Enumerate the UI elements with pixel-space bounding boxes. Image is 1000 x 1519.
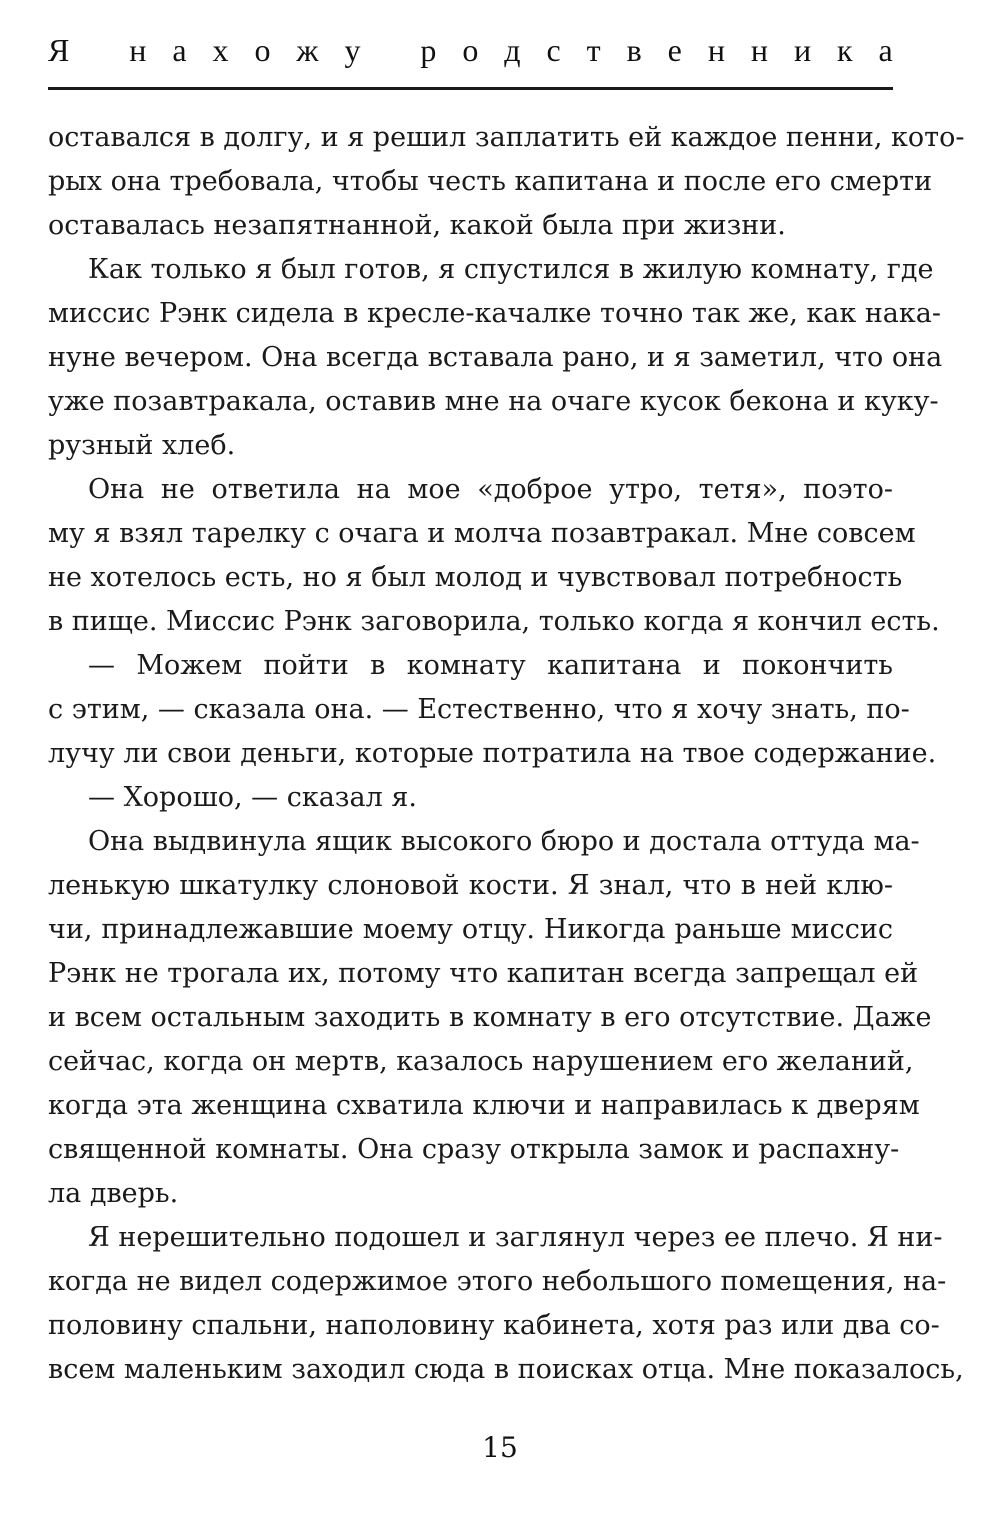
text-line: му я взял тарелку с очага и молча позавтракал. Мне совсем: [48, 518, 916, 549]
running-head-letter: д: [504, 32, 521, 68]
text-line: с этим, — сказала она. — Естественно, что я хочу знать, по-: [48, 694, 910, 725]
text-line: Я нерешительно подошел и заглянул через ее плечо. Я ни-: [88, 1222, 943, 1253]
running-head-letter: н: [707, 32, 725, 68]
running-head-letter: [95, 30, 103, 70]
text-line: всем маленьким заходил сюда в поисках отца. Мне показалось,: [48, 1354, 964, 1385]
running-head-letter: [386, 30, 394, 70]
text-line: когда не видел содержимое этого небольшого помещения, на-: [48, 1266, 947, 1297]
running-head-letter: у: [344, 32, 361, 68]
text-line: и всем остальным заходить в комнату в его отсутствие. Даже: [48, 1002, 932, 1033]
text-line: оставалась незапятнанной, какой была при жизни.: [48, 210, 786, 241]
text-line: — Можем пойти в комнату капитана и покончить: [88, 650, 893, 681]
text-line: Она выдвинула ящик высокого бюро и достала оттуда ма-: [88, 826, 920, 857]
running-head-letter: ж: [296, 32, 319, 68]
text-line: ленькую шкатулку слоновой кости. Я знал, что в ней клю-: [48, 870, 893, 901]
running-head-letter: Я: [48, 32, 70, 68]
text-line: лучу ли свои деньги, которые потратила на твое содержание.: [48, 738, 937, 769]
running-head-letter: и: [793, 32, 812, 68]
running-head-letter: н: [129, 32, 147, 68]
text-line: рузный хлеб.: [48, 430, 236, 461]
text-line: священной комнаты. Она сразу открыла замок и распахну-: [48, 1134, 900, 1165]
page-number: 15: [482, 1431, 518, 1464]
text-line: половину спальни, наполовину кабинета, хотя раз или два со-: [48, 1310, 940, 1341]
text-line: нуне вечером. Она всегда вставала рано, и я заметил, что она: [48, 342, 943, 373]
header-rule: [48, 87, 893, 90]
running-head-letter: в: [626, 32, 642, 68]
text-line: миссис Рэнк сидела в кресле-качалке точно так же, как нака-: [48, 298, 942, 329]
running-head-letter: о: [462, 32, 479, 68]
running-head-letter: р: [420, 32, 437, 68]
text-line: сейчас, когда он мертв, казалось нарушением его желаний,: [48, 1046, 914, 1077]
text-line: — Хорошо, — сказал я.: [88, 782, 417, 813]
text-line: рых она требовала, чтобы честь капитана и после его смерти: [48, 166, 933, 197]
text-line: Она не ответила на мое «доброе утро, тетя», поэто-: [88, 474, 893, 505]
running-head-letter: а: [172, 32, 187, 68]
text-line: когда эта женщина схватила ключи и направилась к дверям: [48, 1090, 920, 1121]
running-head-letter: т: [586, 32, 601, 68]
running-head-letter: о: [254, 32, 271, 68]
text-line: ла дверь.: [48, 1178, 179, 1209]
text-line: Как только я был готов, я спустился в жилую комнату, где: [88, 254, 934, 285]
running-head-letter: с: [546, 32, 561, 68]
text-line: Рэнк не трогала их, потому что капитан всегда запрещал ей: [48, 958, 919, 989]
text-line: оставался в долгу, и я решил заплатить ей каждое пенни, кото-: [48, 122, 965, 153]
running-head-letter: а: [878, 32, 893, 68]
text-line: чи, принадлежавшие моему отцу. Никогда раньше миссис: [48, 914, 893, 945]
running-head-letter: х: [212, 32, 229, 68]
running-head-letter: е: [667, 32, 682, 68]
text-line: в пище. Миссис Рэнк заговорила, только когда я кончил есть.: [48, 606, 940, 637]
body-text: [48, 116, 965, 1392]
running-head: [48, 30, 893, 70]
text-line: не хотелось есть, но я был молод и чувствовал потребность: [48, 562, 903, 593]
running-head-letter: к: [837, 32, 853, 68]
text-line: уже позавтракала, оставив мне на очаге кусок бекона и куку-: [48, 386, 939, 417]
running-head-letter: н: [750, 32, 769, 68]
